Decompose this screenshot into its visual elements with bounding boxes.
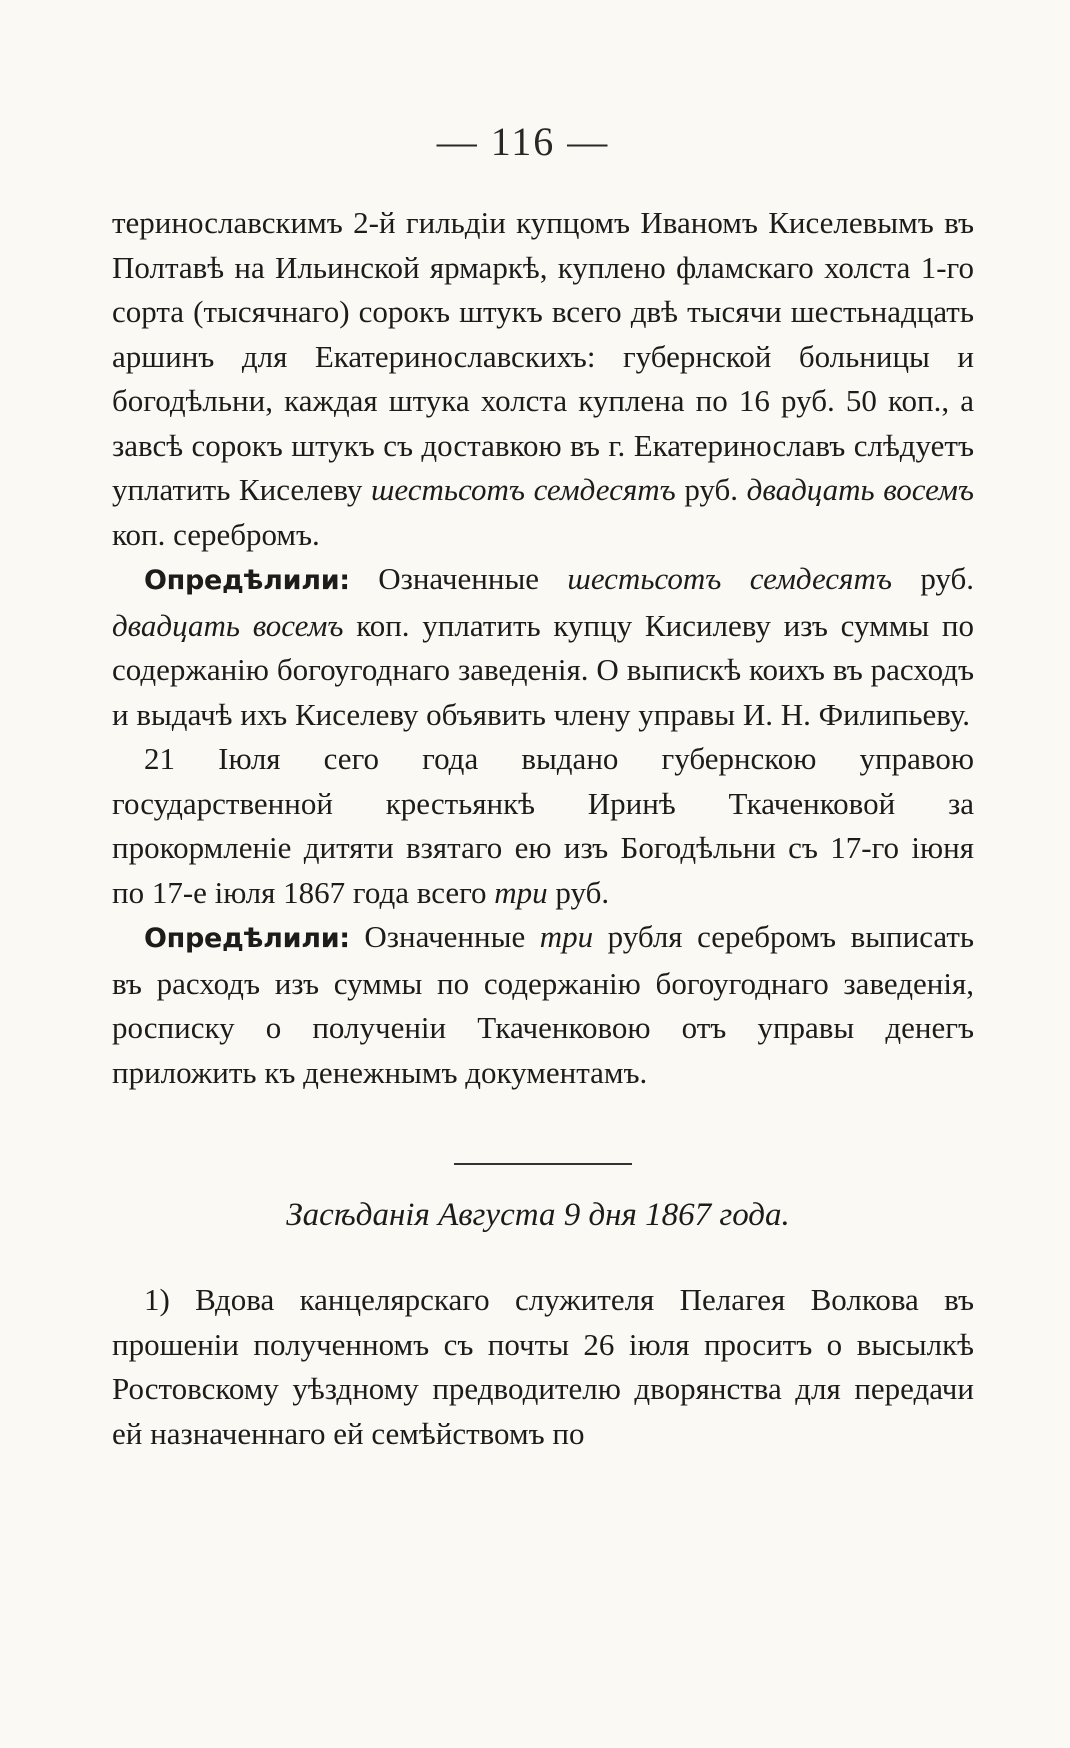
italic-amount-rubles: шестьсотъ семдесятъ: [371, 472, 676, 507]
italic-amount-rubles: три: [539, 919, 594, 954]
page-number: — 116 —: [436, 119, 610, 164]
italic-amount-rubles: три: [494, 874, 548, 910]
paragraph-text: руб.: [684, 472, 739, 507]
paragraph-text: руб.: [920, 561, 975, 596]
paragraph-resolution-1: [112, 557, 974, 737]
resolution-label: Опредѣлили:: [144, 923, 350, 954]
paragraph-text: коп. уплатить купцу Кисилеву изъ суммы по содержанію богоугоднаго заведенія. О выпискѣ коихъ въ расходъ и выдачѣ ихъ Киселеву объявить члену управы И. Н. Филипьеву.: [112, 607, 974, 732]
paragraph-text: Означенные: [378, 561, 540, 596]
section-divider: [454, 1163, 632, 1165]
paragraph-text: 21 Іюля сего года выдано губернскою управою государственной крестьянкѣ Иринѣ Ткаченковой за прокормленіе дитяти взятаго ею изъ Богодѣльни съ 17-го іюня по 17-е іюля 1867 года всего: [112, 741, 974, 910]
italic-amount-kopecks: двадцать восемъ: [112, 607, 344, 643]
paragraph-text: руб.: [555, 874, 610, 910]
paragraph-text: теринославскимъ 2-й гильдіи купцомъ Иваномъ Киселевымъ въ Полтавѣ на Ильинской ярмаркѣ, куплено фламскаго холста 1-го сорта (тысячнаго) сорокъ штукъ всего двѣ тысячи шестьнадцать аршинъ для Екатеринославскихъ: губернской больницы и богодѣльни, каждая штука холста куплена по 16 руб. 50 коп., а завсѣ сорокъ штукъ съ доставкою въ г. Екатеринославъ слѣдуетъ уплатить Киселеву: [112, 205, 974, 507]
paragraph-payment: [112, 737, 974, 915]
resolution-label: Опредѣлили:: [144, 565, 350, 596]
paragraph-petition: 1) Вдова канцелярскаго служителя Пелагея Волкова въ прошеніи полученномъ съ почты 26 іюля проситъ о высылкѣ Ростовскому уѣздному предводителю дворянства для передачи ей назначеннаго ей семѣйствомъ по: [112, 1282, 974, 1451]
paragraph-text: коп. серебромъ.: [112, 516, 320, 552]
italic-amount-kopecks: двадцать восемъ: [746, 472, 974, 507]
session-heading: Засѣданія Августа 9 дня 1867 года.: [286, 1197, 790, 1233]
paragraph-purchase: [112, 201, 974, 557]
italic-amount-rubles: шестьсотъ семдесятъ: [567, 561, 892, 596]
paragraph-text: Означенные: [364, 919, 526, 954]
paragraph-resolution-2: [112, 915, 974, 1095]
paragraph-text: рубля серебромъ выписать въ расходъ изъ суммы по содержанію богоугоднаго заведенія, росписку о полученіи Ткаченковою отъ управы денегъ приложить къ денежнымъ документамъ.: [112, 919, 975, 1090]
